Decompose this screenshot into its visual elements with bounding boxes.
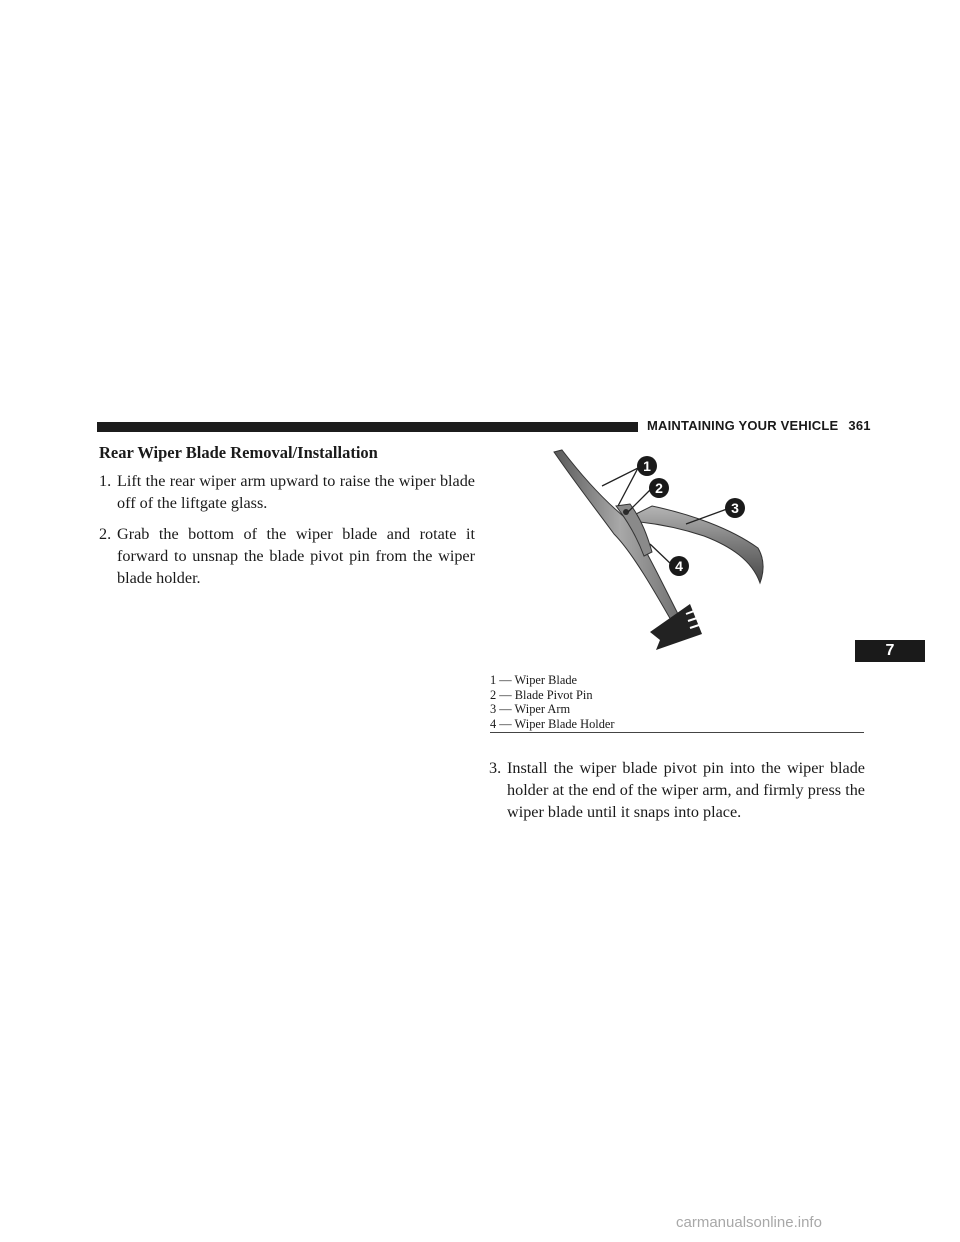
legend-item: 4 — Wiper Blade Holder (490, 716, 615, 731)
step-text: Install the wiper blade pivot pin into the wiper blade holder at the end of the wiper arm, and firmly press the wiper blade until it snaps into place. (507, 759, 865, 821)
chapter-title: MAINTAINING YOUR VEHICLE (647, 418, 839, 433)
chapter-tab: 7 (855, 640, 925, 662)
step-3 (489, 757, 865, 823)
running-header (647, 418, 871, 433)
callout-1 (637, 456, 657, 476)
legend-item: 1 — Wiper Blade (490, 673, 578, 687)
wiper-blade-shape (554, 450, 686, 636)
callout-2-label: 2 (655, 480, 663, 496)
step-number: 3. (489, 759, 502, 777)
callout-4-label: 4 (675, 558, 683, 574)
step-text: Lift the rear wiper arm upward to raise the wiper blade off of the liftgate glass. (117, 472, 475, 512)
watermark: carmanualsonline.info (676, 1214, 822, 1231)
callout-3-label: 3 (731, 500, 739, 516)
callout-4 (669, 556, 689, 576)
steps-list-left (99, 470, 475, 598)
legend-item: 3 — Wiper Arm (490, 702, 571, 716)
step-number: 2. (99, 525, 112, 543)
callout-3 (725, 498, 745, 518)
step-1 (99, 470, 475, 514)
step-number: 1. (99, 472, 112, 490)
page-number: 361 (848, 418, 871, 433)
figure-legend (490, 673, 864, 733)
callout-1-label: 1 (643, 458, 651, 474)
callout-2 (649, 478, 669, 498)
step-2 (99, 523, 475, 589)
section-heading: Rear Wiper Blade Removal/Installation (99, 443, 378, 462)
legend-item: 2 — Blade Pivot Pin (490, 687, 593, 702)
wiper-blade-figure (490, 448, 865, 663)
steps-list-right (489, 757, 865, 832)
header-rule (97, 422, 638, 432)
step-text: Grab the bottom of the wiper blade and rotate it forward to unsnap the blade pivot pin from the wiper blade holder. (117, 525, 475, 587)
wiper-illustration (490, 448, 865, 663)
